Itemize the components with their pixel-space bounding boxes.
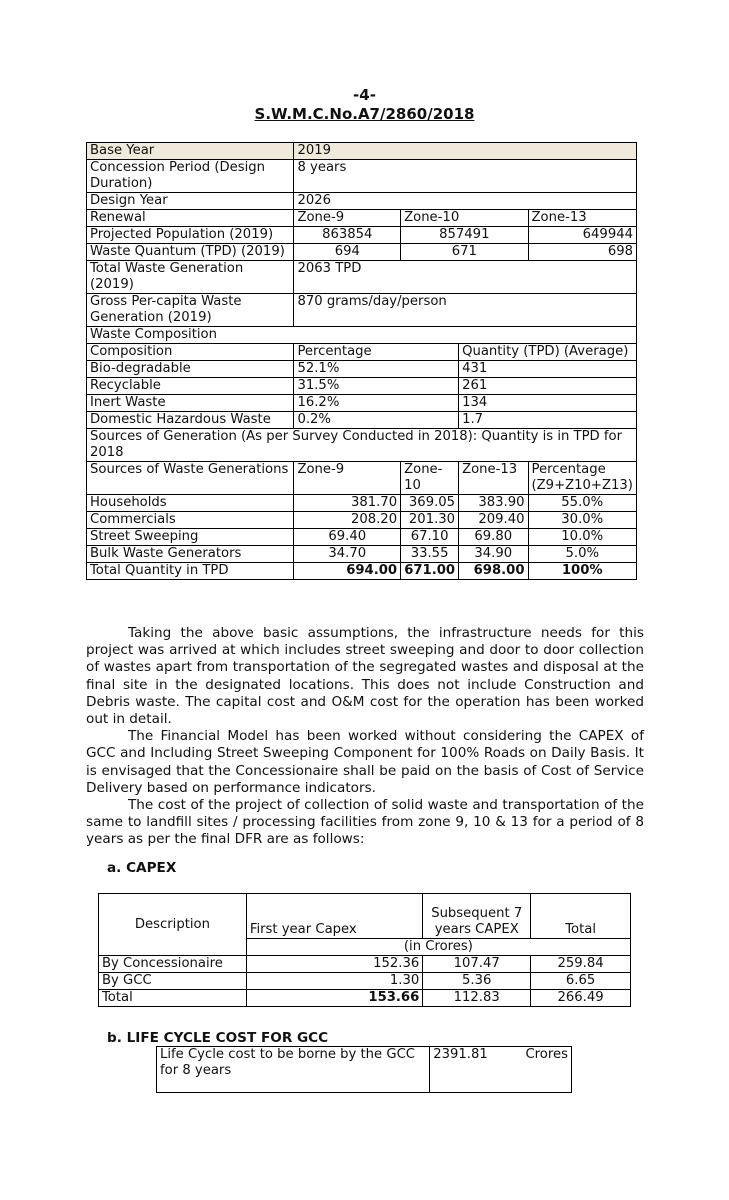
source-name: Households xyxy=(87,495,294,512)
source-zone-10: 201.30 xyxy=(401,512,459,529)
waste-quantum-zone-9: 694 xyxy=(294,244,401,261)
composition-qty: 261 xyxy=(459,378,637,395)
source-zone-9: 208.20 xyxy=(294,512,401,529)
waste-quantum-zone-10: 671 xyxy=(401,244,528,261)
table-row xyxy=(87,529,637,546)
renewal-label: Renewal xyxy=(87,210,294,227)
composition-qty: 134 xyxy=(459,395,637,412)
total-generation-value: 2063 TPD xyxy=(294,261,637,294)
population-zone-13: 649944 xyxy=(528,227,637,244)
table-row xyxy=(87,294,637,327)
lifecycle-label: Life Cycle cost to be borne by the GCC for 8 years xyxy=(157,1047,430,1093)
table-row xyxy=(87,361,637,378)
source-zone-13: 383.90 xyxy=(459,495,528,512)
total-pct: 100% xyxy=(528,563,637,580)
zone-10-header: Zone-10 xyxy=(401,462,459,495)
base-year-label: Base Year xyxy=(87,143,294,160)
composition-pct: 31.5% xyxy=(294,378,459,395)
table-row xyxy=(87,143,637,160)
base-year-value: 2019 xyxy=(294,143,637,160)
table-row xyxy=(99,990,631,1007)
composition-name: Recyclable xyxy=(87,378,294,395)
description-header: Description xyxy=(99,894,247,956)
project-basics-table xyxy=(86,142,637,580)
table-row xyxy=(87,244,637,261)
table-row xyxy=(157,1047,572,1093)
zone-13-header: Zone-13 xyxy=(459,462,528,495)
population-label: Projected Population (2019) xyxy=(87,227,294,244)
design-year-label: Design Year xyxy=(87,193,294,210)
capex-row-name: By Concessionaire xyxy=(99,956,247,973)
page-number: -4- xyxy=(353,86,376,104)
table-row xyxy=(99,973,631,990)
composition-pct: 52.1% xyxy=(294,361,459,378)
capex-first: 153.66 xyxy=(246,990,422,1007)
capex-first: 152.36 xyxy=(246,956,422,973)
table-row xyxy=(87,327,637,344)
body-text xyxy=(86,625,644,849)
capex-total: 259.84 xyxy=(531,956,631,973)
source-zone-9: 34.70 xyxy=(294,546,401,563)
quantity-header: Quantity (TPD) (Average) xyxy=(459,344,637,361)
percentage-header: Percentage xyxy=(294,344,459,361)
capex-subsequent: 107.47 xyxy=(423,956,531,973)
zone-13-header: Zone-13 xyxy=(528,210,637,227)
table-row xyxy=(87,210,637,227)
composition-qty: 431 xyxy=(459,361,637,378)
composition-name: Inert Waste xyxy=(87,395,294,412)
table-row xyxy=(87,412,637,429)
table-row xyxy=(87,429,637,462)
composition-name: Bio-degradable xyxy=(87,361,294,378)
lifecycle-table xyxy=(156,1046,572,1093)
unit-label: (in Crores) xyxy=(246,939,630,956)
total-generation-label: Total Waste Generation (2019) xyxy=(87,261,294,294)
source-pct: 5.0% xyxy=(528,546,637,563)
percapita-value: 870 grams/day/person xyxy=(294,294,637,327)
capex-total: 266.49 xyxy=(531,990,631,1007)
source-name: Street Sweeping xyxy=(87,529,294,546)
capex-total: 6.65 xyxy=(531,973,631,990)
table-row xyxy=(87,261,637,294)
capex-row-name: Total xyxy=(99,990,247,1007)
zone-10-header: Zone-10 xyxy=(401,210,528,227)
table-row xyxy=(87,193,637,210)
table-row xyxy=(87,495,637,512)
capex-subsequent: 112.83 xyxy=(423,990,531,1007)
waste-quantum-label: Waste Quantum (TPD) (2019) xyxy=(87,244,294,261)
composition-pct: 16.2% xyxy=(294,395,459,412)
percentage-header: Percentage (Z9+Z10+Z13) xyxy=(528,462,637,495)
source-name: Bulk Waste Generators xyxy=(87,546,294,563)
table-row xyxy=(87,512,637,529)
table-row xyxy=(99,894,631,939)
total-header: Total xyxy=(531,894,631,939)
paragraph: Taking the above basic assumptions, the infrastructure needs for this project was arrived at which includes street sweeping and door to door collection of wastes apart from transportation of the segregated wastes and disposal at the final site in the designated locations. This does not include Construction and Debris waste. The capital cost and O&M cost for the operation has been worked out in detail. xyxy=(86,625,644,728)
capex-row-name: By GCC xyxy=(99,973,247,990)
zone-9-header: Zone-9 xyxy=(294,210,401,227)
table-row xyxy=(99,956,631,973)
concession-period-label: Concession Period (Design Duration) xyxy=(87,160,294,193)
first-year-header: First year Capex xyxy=(246,894,422,939)
source-zone-13: 209.40 xyxy=(459,512,528,529)
table-row xyxy=(87,344,637,361)
capex-heading: a. CAPEX xyxy=(107,860,177,876)
source-zone-13: 69.80 xyxy=(459,529,528,546)
paragraph: The Financial Model has been worked without considering the CAPEX of GCC and Including Street Sweeping Component for 100% Roads on Daily Basis. It is envisaged that the Concessionaire shall be paid on the basis of Cost of Service Delivery based on performance indicators. xyxy=(86,728,644,796)
capex-first: 1.30 xyxy=(246,973,422,990)
table-row xyxy=(87,546,637,563)
composition-pct: 0.2% xyxy=(294,412,459,429)
total-zone-10: 671.00 xyxy=(401,563,459,580)
table-row xyxy=(87,160,637,193)
table-row xyxy=(87,227,637,244)
composition-name: Domestic Hazardous Waste xyxy=(87,412,294,429)
total-label: Total Quantity in TPD xyxy=(87,563,294,580)
sources-title: Sources of Generation (As per Survey Conducted in 2018): Quantity is in TPD for 2018 xyxy=(87,429,637,462)
total-zone-9: 694.00 xyxy=(294,563,401,580)
waste-composition-title: Waste Composition xyxy=(87,327,637,344)
sources-header: Sources of Waste Generations xyxy=(87,462,294,495)
design-year-value: 2026 xyxy=(294,193,637,210)
subsequent-header: Subsequent 7 years CAPEX xyxy=(423,894,531,939)
table-row xyxy=(87,462,637,495)
lifecycle-value: 2391.81 xyxy=(433,1047,488,1062)
concession-period-value: 8 years xyxy=(294,160,637,193)
source-zone-9: 381.70 xyxy=(294,495,401,512)
lifecycle-heading: b. LIFE CYCLE COST FOR GCC xyxy=(107,1030,329,1046)
capex-table xyxy=(98,893,631,1007)
lifecycle-amount xyxy=(430,1047,572,1093)
table-row xyxy=(87,378,637,395)
source-zone-13: 34.90 xyxy=(459,546,528,563)
population-zone-9: 863854 xyxy=(294,227,401,244)
source-zone-10: 33.55 xyxy=(401,546,459,563)
composition-qty: 1.7 xyxy=(459,412,637,429)
total-zone-13: 698.00 xyxy=(459,563,528,580)
lifecycle-unit: Crores xyxy=(525,1047,568,1062)
table-row xyxy=(87,395,637,412)
document-reference: S.W.M.C.No.A7/2860/2018 xyxy=(254,105,475,123)
source-pct: 10.0% xyxy=(528,529,637,546)
waste-quantum-zone-13: 698 xyxy=(528,244,637,261)
source-name: Commercials xyxy=(87,512,294,529)
source-pct: 55.0% xyxy=(528,495,637,512)
capex-subsequent: 5.36 xyxy=(423,973,531,990)
source-zone-10: 369.05 xyxy=(401,495,459,512)
percapita-label: Gross Per-capita Waste Generation (2019) xyxy=(87,294,294,327)
zone-9-header: Zone-9 xyxy=(294,462,401,495)
table-row xyxy=(87,563,637,580)
source-pct: 30.0% xyxy=(528,512,637,529)
population-zone-10: 857491 xyxy=(401,227,528,244)
paragraph: The cost of the project of collection of solid waste and transportation of the same to landfill sites / processing facilities from zone 9, 10 & 13 for a period of 8 years as per the final DFR are as follows: xyxy=(86,797,644,848)
source-zone-9: 69.40 xyxy=(294,529,401,546)
composition-header: Composition xyxy=(87,344,294,361)
source-zone-10: 67.10 xyxy=(401,529,459,546)
